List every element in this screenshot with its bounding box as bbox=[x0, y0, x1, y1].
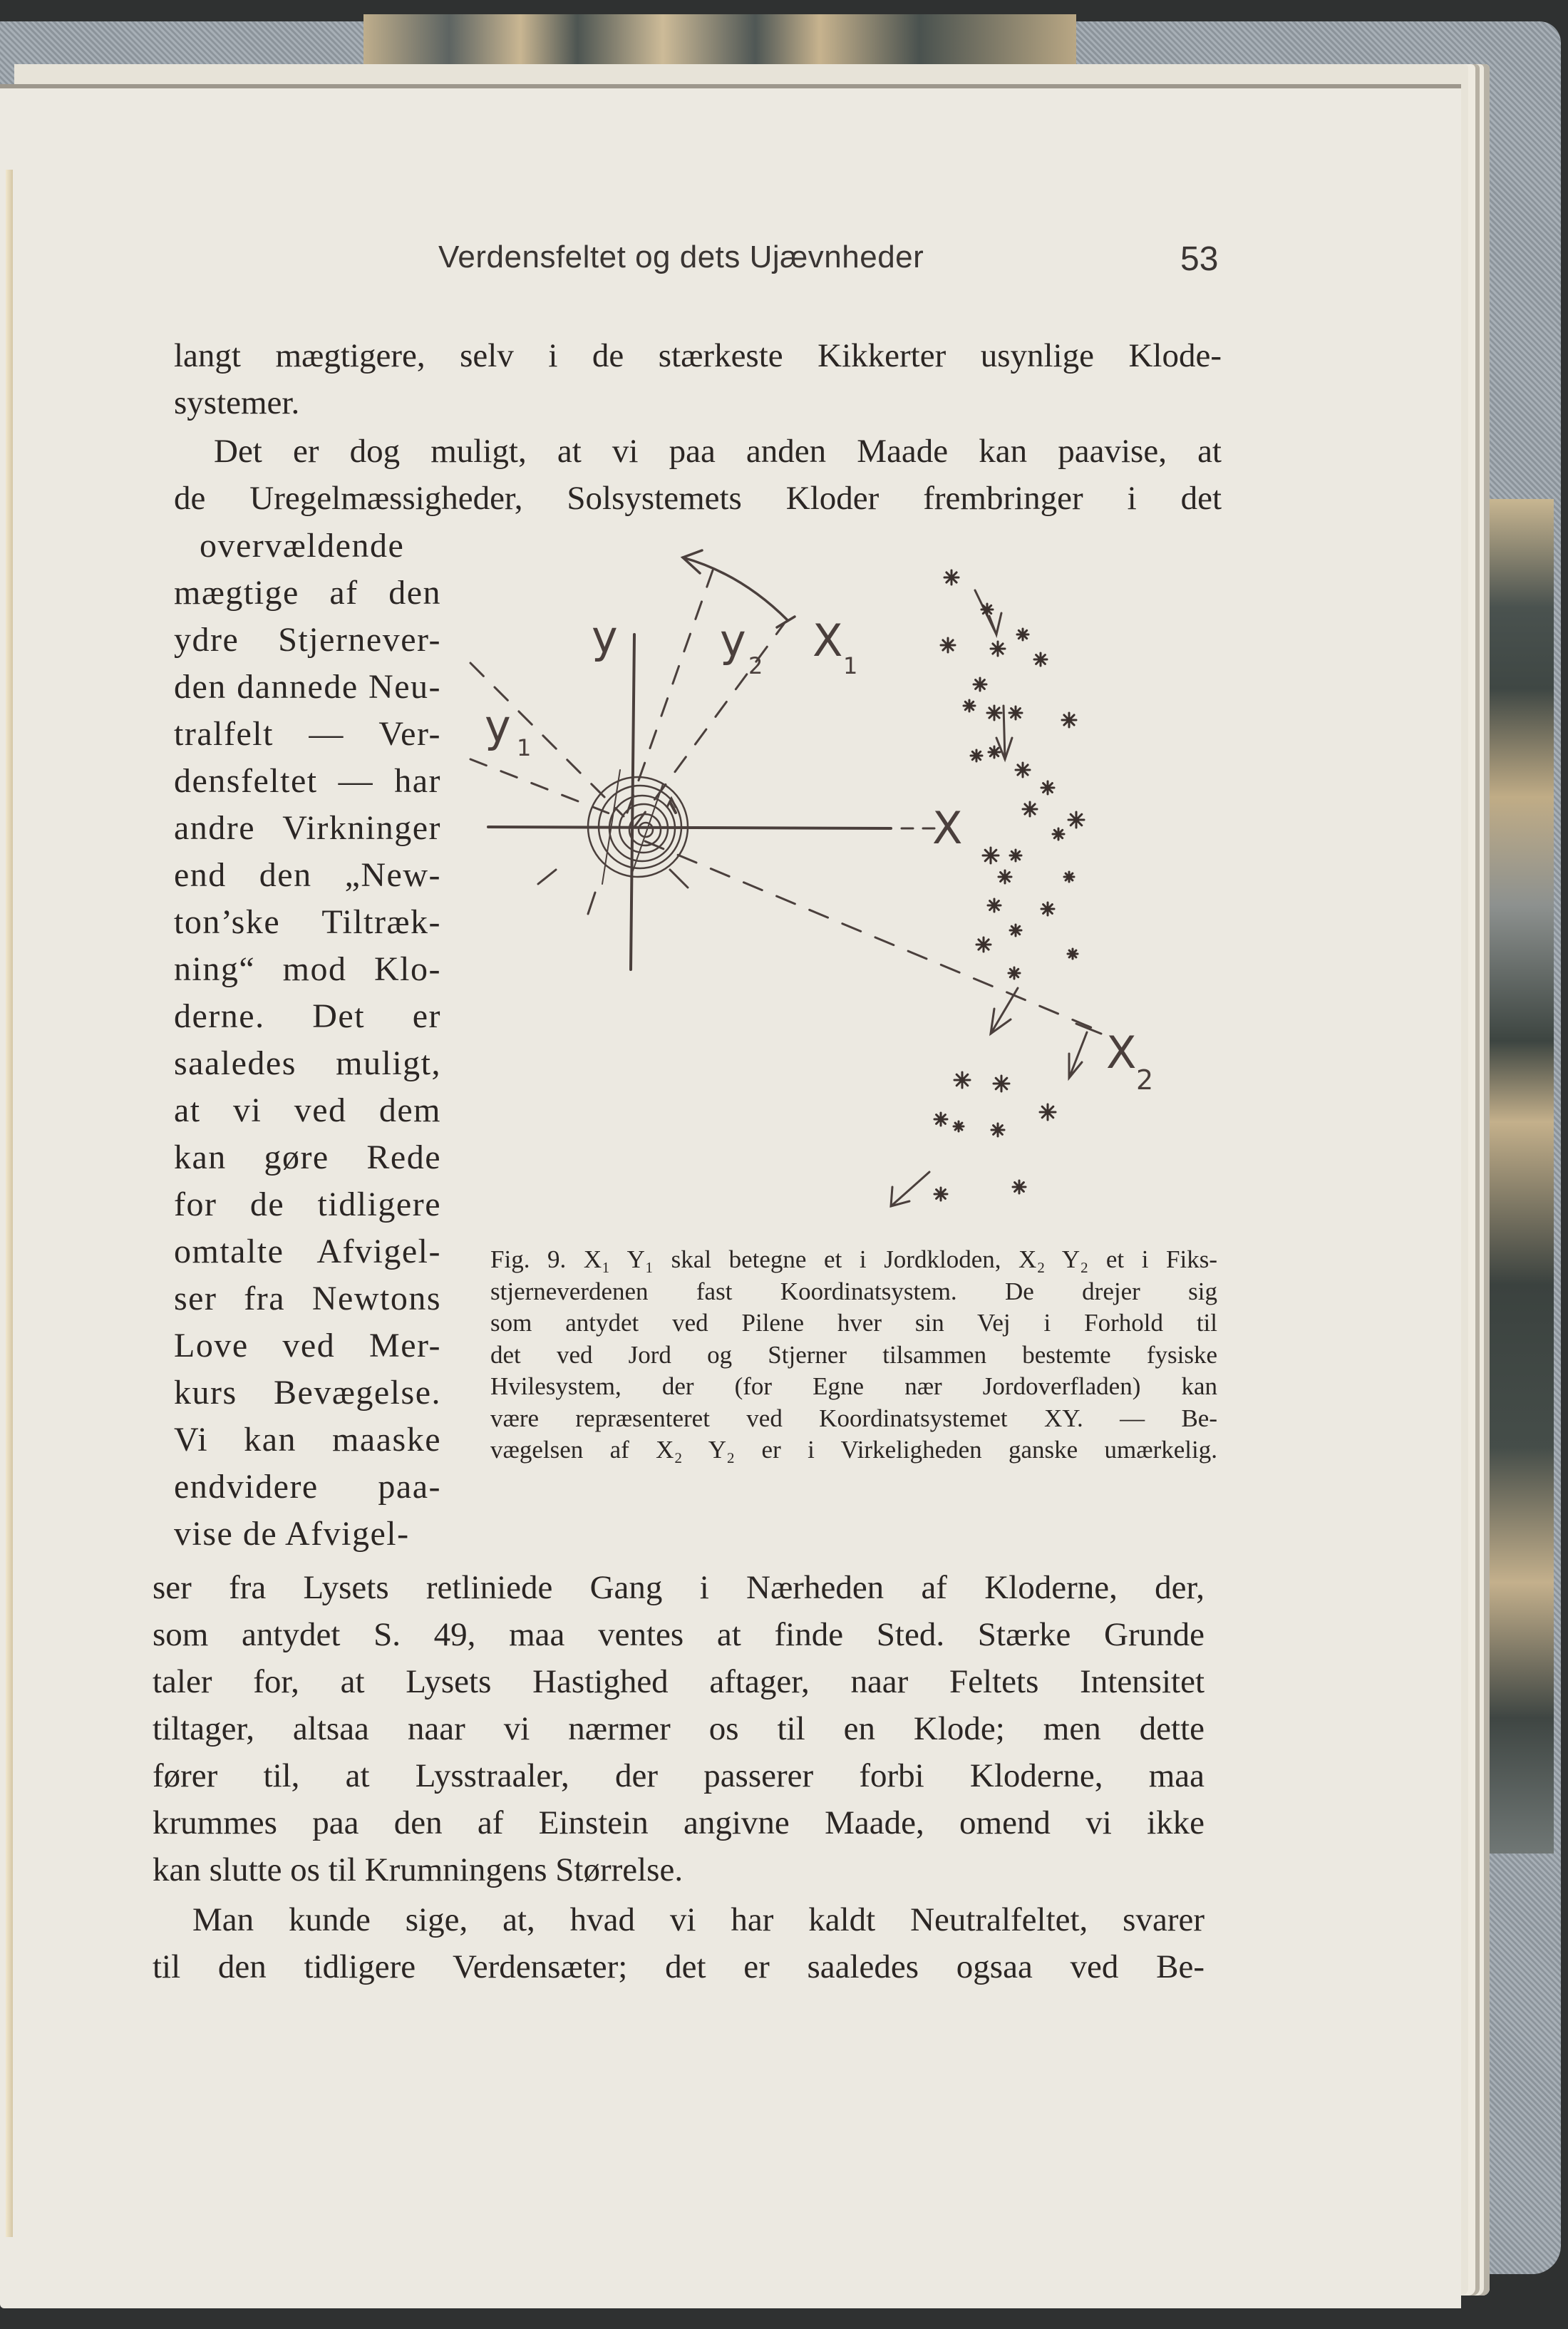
text-line: taler for, at Lysets Hastighed aftager, naar Feltets Intensitet bbox=[153, 1663, 1205, 1700]
star-icon bbox=[976, 937, 991, 952]
star-icon bbox=[1017, 629, 1028, 640]
caption-line: være repræsenteret ved Koordinatsystemet XY. — Be- bbox=[490, 1404, 1217, 1432]
text-line: tiltager, altsaa naar vi nærmer os til en Klode; men dette bbox=[153, 1710, 1205, 1747]
label-y1-subscript: 1 bbox=[517, 734, 532, 761]
star-icon bbox=[971, 750, 982, 761]
text-line: kurs Bevægelse. bbox=[174, 1374, 441, 1412]
star-icon bbox=[1041, 781, 1054, 794]
star-icon bbox=[1016, 763, 1030, 777]
text-line: mægtige af den bbox=[174, 574, 441, 612]
figure-caption bbox=[490, 1244, 1217, 1466]
label-y: y bbox=[592, 611, 618, 663]
star-icon bbox=[999, 870, 1011, 883]
text-line: derne. Det er bbox=[174, 997, 441, 1035]
label-x2: X bbox=[1106, 1027, 1137, 1079]
caption-line: det ved Jord og Stjerner tilsammen bestemte fysiske bbox=[490, 1340, 1217, 1369]
paragraph-1 bbox=[174, 332, 1222, 426]
text-line: langt mægtigere, selv i de stærkeste Kikkerter usynlige Klode- bbox=[174, 337, 1222, 374]
text-line: overvældende bbox=[200, 527, 405, 565]
text-line: krummes paa den af Einstein angivne Maade, omend vi ikke bbox=[153, 1804, 1205, 1841]
caption-line: stjerneverdenen fast Koordinatsystem. De drejer sig bbox=[490, 1277, 1217, 1305]
star-icon bbox=[941, 638, 955, 652]
text-line: systemer. bbox=[174, 384, 300, 421]
paragraph-3 bbox=[153, 1564, 1205, 1893]
figure-9-diagram bbox=[456, 542, 1254, 1226]
caption-line: Fig. 9. X₁ Y₁ skal betegne et i Jordkloden, X₂ Y₂ et i Fiks- bbox=[490, 1245, 1217, 1273]
paragraph-4 bbox=[153, 1896, 1205, 1990]
label-y2: y bbox=[720, 615, 746, 667]
arrow-down-icon bbox=[1069, 1032, 1087, 1078]
text-line: end den „New- bbox=[174, 856, 441, 894]
star-icon bbox=[934, 1113, 947, 1126]
star-icon bbox=[1010, 925, 1021, 936]
star-icon bbox=[1013, 1181, 1026, 1193]
star-icon bbox=[974, 678, 986, 691]
star-icon bbox=[1023, 802, 1037, 816]
binding-thread bbox=[6, 170, 13, 2237]
text-line: omtalte Afvigel- bbox=[174, 1233, 441, 1270]
caption-line: som antydet ved Pilene hver sin Vej i Forhold til bbox=[490, 1309, 1217, 1337]
text-line: den dannede Neu- bbox=[174, 668, 441, 706]
text-line: Det er dog muligt, at vi paa anden Maade kan paavise, at bbox=[214, 433, 1222, 470]
x2-axis-dashed bbox=[645, 841, 1094, 1029]
star-icon bbox=[1009, 967, 1020, 979]
star-icon bbox=[1010, 850, 1021, 861]
text-line: ydre Stjernever- bbox=[174, 621, 441, 659]
radial-dash bbox=[588, 893, 595, 914]
cover-spine-top bbox=[363, 14, 1076, 71]
label-x: X bbox=[932, 802, 963, 854]
star-icon bbox=[954, 1072, 970, 1088]
text-line: kan slutte os til Krumningens Størrelse. bbox=[153, 1851, 684, 1888]
star-icon bbox=[1040, 1104, 1056, 1120]
star-icon bbox=[1034, 653, 1047, 666]
text-line: Man kunde sige, at, hvad vi har kaldt Neutralfeltet, svarer bbox=[192, 1901, 1205, 1938]
star-icon bbox=[987, 706, 1001, 720]
star-icon bbox=[1068, 949, 1078, 959]
fixed-stars bbox=[934, 570, 1084, 1201]
star-icon bbox=[1053, 828, 1064, 840]
star-icon bbox=[964, 700, 975, 711]
text-line: endvidere paa- bbox=[174, 1468, 441, 1506]
text-line: ser fra Lysets retliniede Gang i Nærheden af Kloderne, der, bbox=[153, 1569, 1205, 1606]
text-line: at vi ved dem bbox=[174, 1091, 441, 1129]
running-head: Verdensfeltet og dets Ujævnheder bbox=[438, 240, 924, 274]
text-line: ser fra Newtons bbox=[174, 1280, 441, 1317]
text-line: vise de Afvigel- bbox=[174, 1515, 410, 1553]
text-line: andre Virkninger bbox=[174, 809, 441, 847]
caption-line: Hvilesystem, der (for Egne nær Jordoverfladen) kan bbox=[490, 1372, 1217, 1400]
text-line: ton’ske Tiltræk- bbox=[174, 903, 441, 941]
text-line: saaledes muligt, bbox=[174, 1044, 441, 1082]
star-icon bbox=[944, 570, 959, 585]
text-line: ning“ mod Klo- bbox=[174, 950, 441, 988]
x2-axis-tick bbox=[1076, 1024, 1101, 1034]
star-icon bbox=[994, 1076, 1009, 1091]
star-icon bbox=[934, 1188, 947, 1201]
cover-spine-right bbox=[1486, 499, 1554, 1854]
label-x2-subscript: 2 bbox=[1136, 1064, 1154, 1096]
star-icon bbox=[989, 746, 1000, 758]
narrow-column-text bbox=[174, 523, 441, 1558]
paragraph-2 bbox=[174, 428, 1222, 522]
star-icon bbox=[991, 642, 1005, 656]
text-line: Love ved Mer- bbox=[174, 1327, 441, 1364]
text-line: kan gøre Rede bbox=[174, 1138, 441, 1176]
text-line: Vi kan maaske bbox=[174, 1421, 441, 1459]
star-icon bbox=[981, 604, 993, 615]
star-icon bbox=[954, 1121, 964, 1131]
radial-dash bbox=[670, 870, 688, 888]
star-icon bbox=[1068, 812, 1084, 828]
star-icon bbox=[991, 1124, 1004, 1136]
star-icon bbox=[988, 899, 1001, 912]
star-icon bbox=[983, 848, 999, 863]
page-number: 53 bbox=[1180, 240, 1219, 278]
arrow-down-icon bbox=[1004, 706, 1005, 759]
x-axis-line bbox=[488, 827, 891, 828]
text-line: densfeltet — har bbox=[174, 762, 441, 800]
text-line: tralfelt — Ver- bbox=[174, 715, 441, 753]
label-x1: X bbox=[813, 615, 843, 667]
text-line: fører til, at Lysstraaler, der passerer forbi Kloderne, maa bbox=[153, 1757, 1205, 1794]
radial-dash bbox=[538, 870, 556, 884]
star-icon bbox=[1062, 713, 1076, 727]
text-line: de Uregelmæssigheder, Solsystemets Kloder frembringer i det bbox=[174, 480, 1222, 517]
star-icon bbox=[1009, 706, 1022, 719]
caption-line: vægelsen af X₂ Y₂ er i Virkeligheden ganske umærkelig. bbox=[490, 1436, 1217, 1464]
text-line: for de tidligere bbox=[174, 1186, 441, 1223]
text-line: som antydet S. 49, maa ventes at finde Sted. Stærke Grunde bbox=[153, 1616, 1205, 1653]
star-icon bbox=[1041, 903, 1054, 915]
star-motion-arrows bbox=[891, 590, 1087, 1206]
text-line: til den tidligere Verdensæter; det er saaledes ogsaa ved Be- bbox=[153, 1948, 1205, 1985]
star-icon bbox=[1064, 872, 1074, 882]
label-y1: y bbox=[485, 700, 511, 752]
label-x1-subscript: 1 bbox=[843, 652, 858, 679]
label-y2-subscript: 2 bbox=[748, 652, 763, 679]
